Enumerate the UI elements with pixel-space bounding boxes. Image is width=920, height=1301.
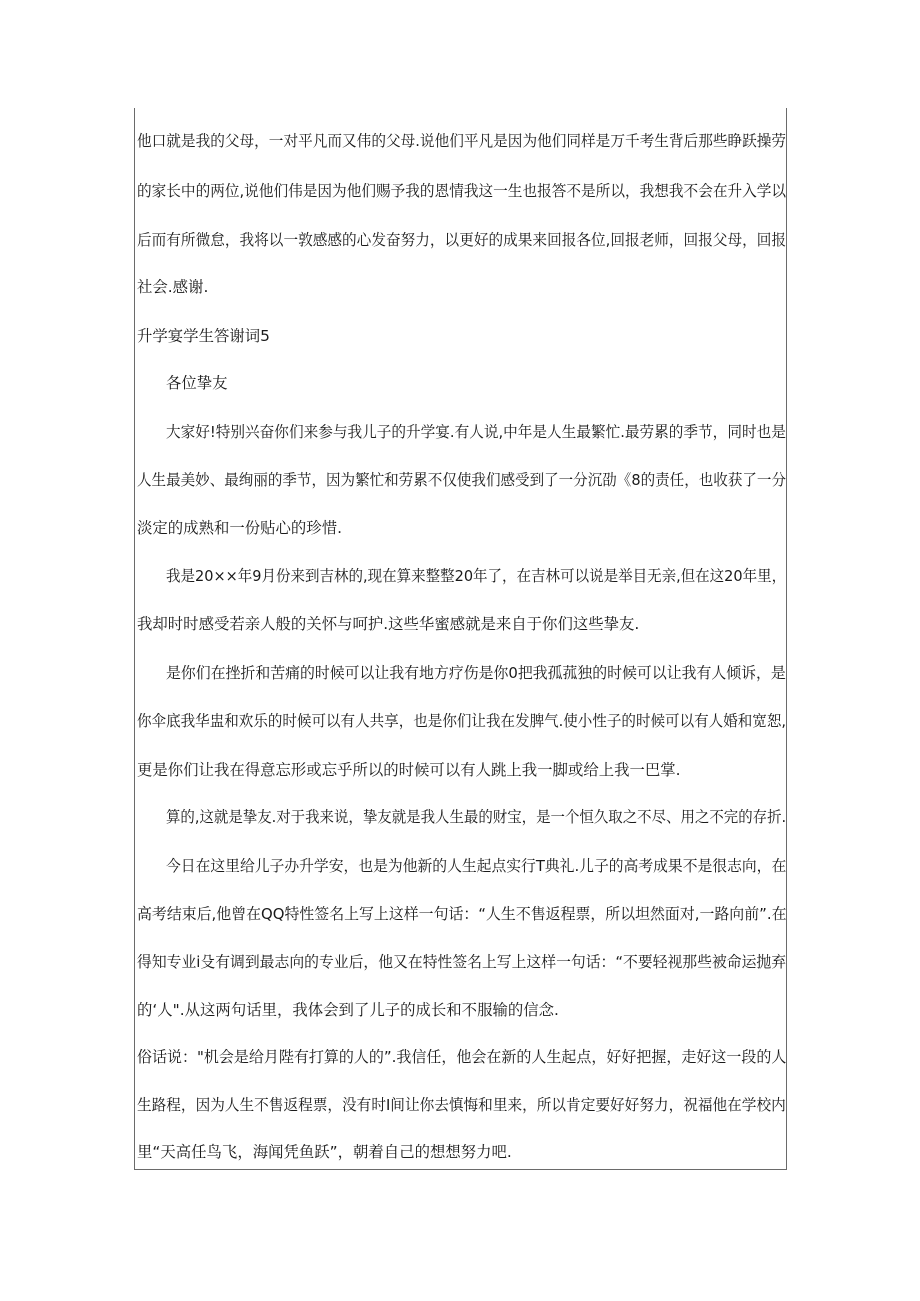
paragraph-line: 的‘人".从这两句话里，我体会到了儿子的成长和不服输的信念. [137, 1001, 559, 1019]
paragraph-line: 人生最美妙、最绚丽的季节，因为繁忙和劳累不仅使我们感受到了一分沉劭《8的责任，也收获了一分 [137, 471, 786, 489]
paragraph-line: 是你们在挫折和苦痛的时候可以让我有地方疗伤是你0把我孤菰独的时候可以让我有人倾诉，是 [166, 664, 786, 682]
paragraph-line: 我是20××年9月份来到吉林的,现在算来整整20年了，在吉林可以说是举目无亲,但在这20年里， [166, 567, 787, 585]
paragraph-line: 里“天高任鸟飞，海闻凭鱼跃”，朝着自己的想想努力吧. [137, 1143, 512, 1161]
paragraph-line: 俗话说："机会是给月陛有打算的人的”.我信任，他会在新的人生起点，好好把握，走好这一段的人 [137, 1048, 787, 1066]
salutation: 各位挚友 [166, 374, 228, 392]
paragraph-line: 今日在这里给儿子办升学安，也是为他新的人生起点实行T典礼.儿子的高考成果不是很志向，在 [166, 857, 787, 875]
section-heading: 升学宴学生答谢词5 [137, 327, 270, 345]
paragraph-line: 更是你们让我在得意忘形或忘乎所以的时候可以有人跳上我一脚或给上我一巴掌. [137, 761, 681, 779]
paragraph-line: 你伞底我华盅和欢乐的时候可以有人共享，也是你们让我在发脾气.使小性子的时候可以有人婚和宽恕, [137, 712, 786, 730]
paragraph-line: 他口就是我的父母，一对平凡而又伟的父母.说他们平凡是因为他们同样是万千考生背后那些睁跃操劳 [137, 132, 787, 150]
paragraph-line: 算的,这就是挚友.对于我来说，挚友就是我人生最的财宝，是一个恒久取之不尽、用之不完的存折. [166, 808, 787, 826]
paragraph-line: 的家长中的两位,说他们伟是因为他们赐予我的恩情我这一生也报答不是所以，我想我不会在升入学以 [137, 182, 787, 200]
paragraph-line: 我却时时感受若亲人般的关怀与呵护.这些华蜜感就是来自于你们这些挚友. [137, 615, 640, 633]
paragraph-line: 淡定的成熟和一份贴心的珍惜. [137, 519, 342, 537]
paragraph-line: 大家好!特别兴奋你们来参与我儿子的升学宴.有人说,中年是人生最繁忙.最劳累的季节，同时也是 [166, 423, 786, 441]
paragraph-line: 生路程，因为人生不售返程票，没有时I间让你去慎悔和里来，所以肯定要好好努力，祝福他在学校内 [137, 1096, 786, 1114]
paragraph-line: 社会.感谢. [137, 278, 209, 296]
paragraph-line: 得知专业i殳有调到最志向的专业后，他又在特性签名上写上这样一句话：“不要轻视那些被命运抛弃 [137, 953, 787, 971]
paragraph-line: 后而有所微怠，我将以一敦感感的心发奋努力，以更好的成果来回报各位,回报老师，回报父母，回报 [137, 231, 787, 249]
paragraph-line: 高考结束后,他曾在QQ特性签名上写上这样一句话：“人生不售返程票，所以坦然面对,一路向前”.在 [137, 905, 787, 923]
